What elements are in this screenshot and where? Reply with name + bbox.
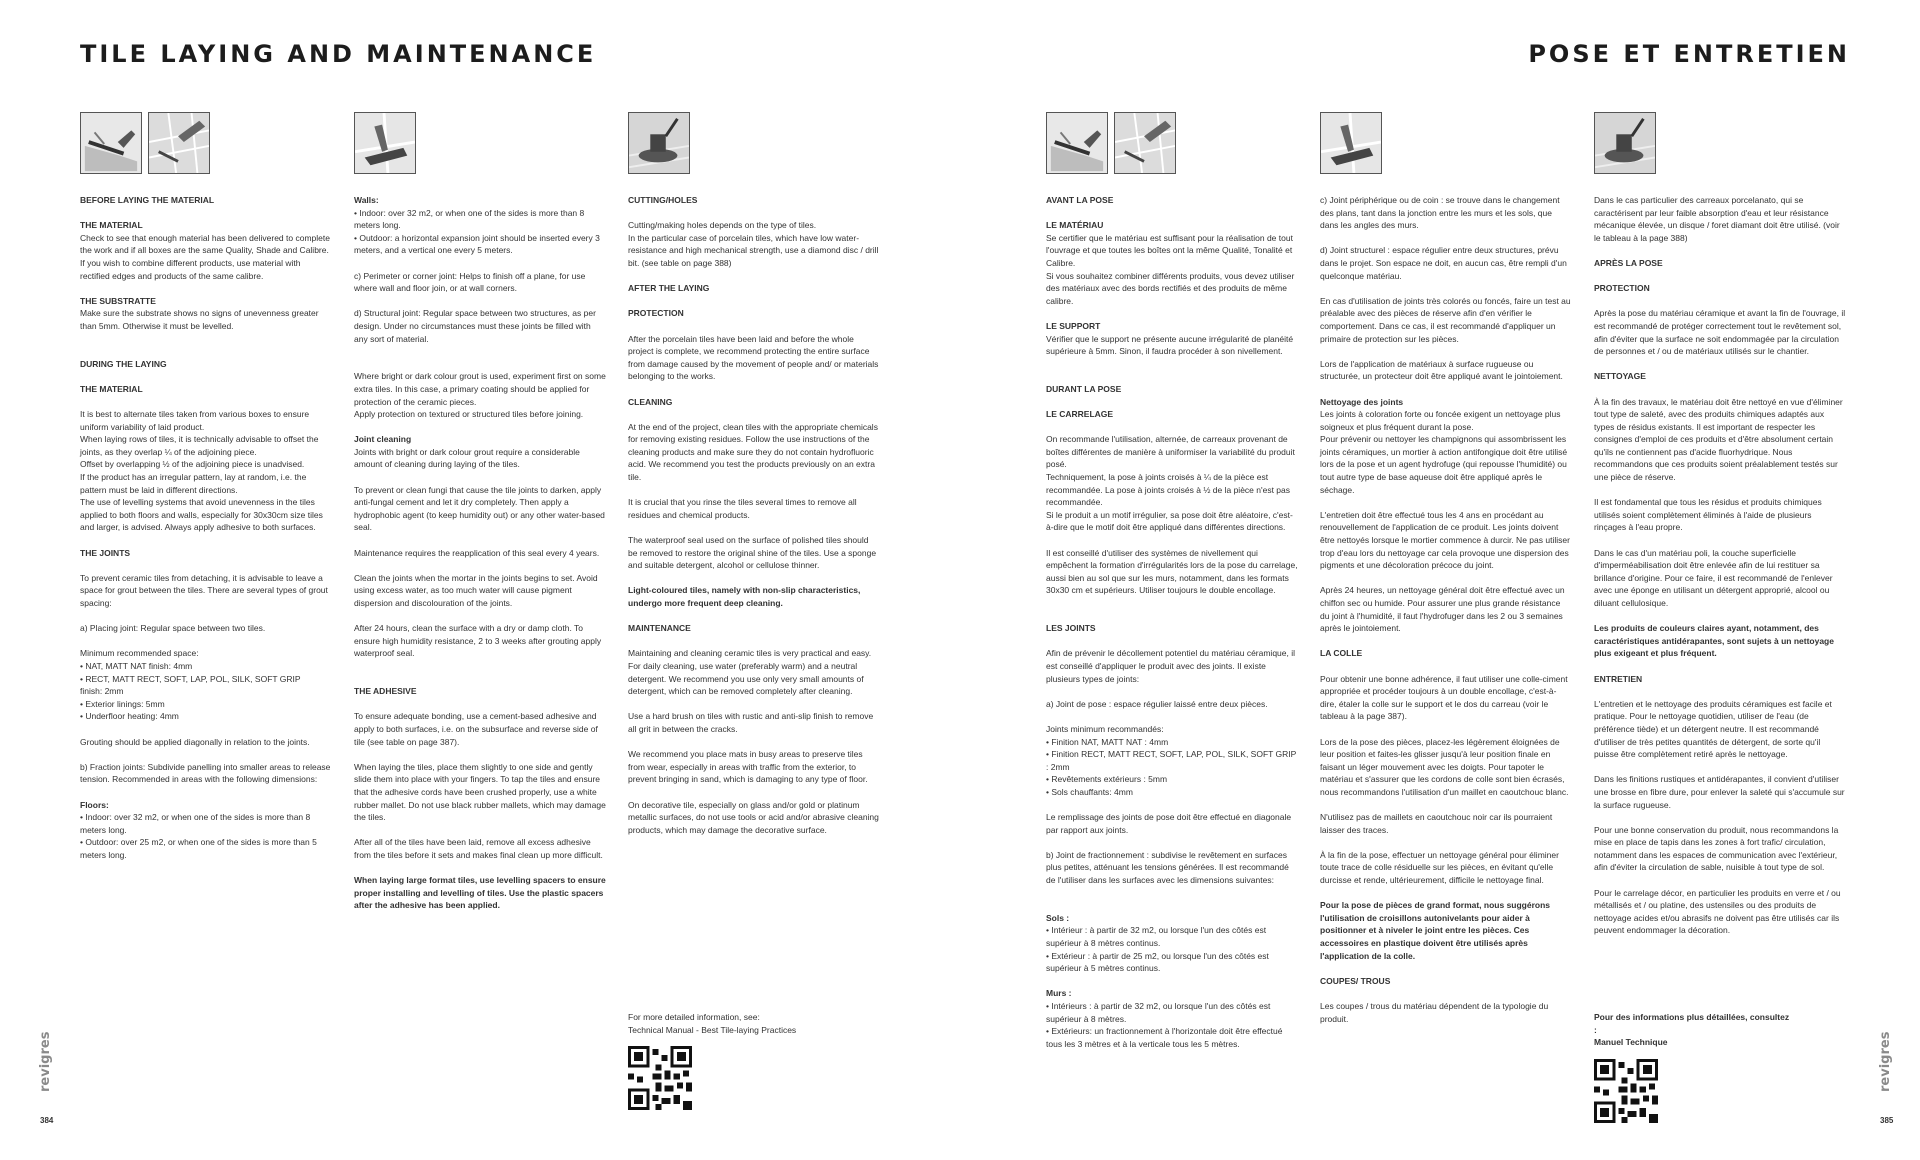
section-heading: THE ADHESIVE <box>354 686 417 697</box>
paragraph: Il est fondamental que tous les résidus et produits chimiques utilisés soient complètement éliminés à l'aide de plusieurs rinçages à l'eau propre. <box>1594 497 1822 533</box>
icon-row <box>1320 112 1572 174</box>
left-column-3 <box>628 112 880 849</box>
paragraph: Se certifier que le matériau est suffisant pour la réalisation de tout l'ouvrage et que toutes les boîtes ont la même Qualité, Tonalité et Calibre. Si vous souhaitez combiner différents produits, vous devez utiliser des matériaux avec des bords rectifiés et des produits de même calibre. <box>1046 232 1295 306</box>
icon-row <box>354 112 606 174</box>
paragraph: Check to see that enough material has been delivered to complete the work and if all boxes are the same Quality, Shade and Calibre. If you wish to combine different products, use material with rectified edges and products of the same calibre. <box>80 232 330 281</box>
paragraph: Les coupes / trous du matériau dépendent de la typologie du produit. <box>1320 1001 1549 1024</box>
paragraph: It is best to alternate tiles taken from various boxes to ensure uniform variability of laid product. When laying rows of tiles, it is technically advisable to offset the joints, as they overlap ¼ of the adjoining piece. Offset by overlapping ½ of the adjoining piece is unadvised. If the product has an irregular pattern, lay at random, i.e. the pattern must be laid in different directions. The use of levelling systems that avoid unevenness in the tiles applied to both floors and walls, especially for 30x30cm size tiles and larger, is advised. Always apply adhesive to both surfaces. <box>80 409 323 533</box>
paragraph: Clean the joints when the mortar in the joints begins to set. Avoid using excess water, as too much water will cause pigment dispersion and discolouration of the joints. <box>354 572 598 608</box>
icon-row <box>628 112 880 174</box>
brand-logo: revigres <box>1878 1031 1893 1092</box>
section-heading: PROTECTION <box>628 308 684 319</box>
paragraph: b) Fraction joints: Subdivide panelling into smaller areas to release tension. Recommended in areas with the following dimensions: <box>80 761 331 785</box>
section-heading: CLEANING <box>628 396 673 407</box>
section-heading: THE JOINTS <box>80 547 131 558</box>
section-heading: THE SUBSTRATTE <box>80 295 156 306</box>
paragraph: Pour la pose de pièces de grand format, nous suggérons l'utilisation de croisillons autonivelants pour aider à positionner et à niveler le joint entre les pièces. Ces accessoires en plastique doivent être utilisés après l'application de la colle. <box>1320 900 1551 961</box>
paragraph: c) Perimeter or corner joint: Helps to finish off a plane, for use where wall and floor join, or at wall corners. <box>354 270 586 294</box>
page-title-left: TILE LAYING AND MAINTENANCE <box>80 40 597 68</box>
paragraph: Le remplissage des joints de pose doit être effectué en diagonale par rapport aux joints. <box>1046 812 1292 835</box>
page-number: 384 <box>40 1116 54 1125</box>
paragraph: Dans le cas particulier des carreaux porcelanato, qui se caractérisent par leur faible absorption d'eau et leur résistance mécanique élevée, un disque / foret diamant doit être utilisé. (voir le tableau à la page 388) <box>1594 195 1840 243</box>
paragraph: Pour obtenir une bonne adhérence, il faut utiliser une colle-ciment appropriée et procéder toujours à un double encollage, c'est-à-dire, étaler la colle sur le support et le dos du carreau (voir le tableau à la page 387). <box>1320 673 1568 722</box>
paragraph: Lors de la pose des pièces, placez-les légèrement éloignées de leur position et faites-les glisser jusqu'à leur position finale en faisant un léger mouvement avec les doigts. Pour tapoter le matériau et s'assurer que les cordons de colle sont bien écrasés, nous recommandons l'utilisation d'un maillet en caoutchouc blanc. <box>1320 736 1569 797</box>
more-info-block <box>628 1011 828 1110</box>
paragraph: Light-coloured tiles, namely with non-slip characteristics, undergo more frequent deep cleaning. <box>628 585 861 608</box>
section-heading: LE SUPPORT <box>1046 320 1101 331</box>
section-heading: APRÈS LA POSE <box>1594 257 1663 268</box>
trowel-spreading-adhesive-icon <box>1046 112 1108 174</box>
paragraph: Après 24 heures, un nettoyage général doit être effectué avec un chiffon sec ou humide. Pour assurer une plus grande résistance du joint à l'humidité, il faut l'hydrofuger dans les 2 ou 3 semaines après le jointoiement. <box>1320 585 1565 634</box>
paragraph: Vérifier que le support ne présente aucune irrégularité de planéité supérieure à 5mm. Sinon, il faudra procéder à son nivellement. <box>1046 333 1294 357</box>
trowel-spreading-adhesive-icon <box>80 112 142 174</box>
paragraph: Maintenance requires the reapplication of this seal every 4 years. <box>354 547 600 558</box>
floor-cleaning-machine-icon <box>1594 112 1656 174</box>
paragraph: The waterproof seal used on the surface of polished tiles should be removed to restore the original shine of the tiles. Use a sponge and suitable detergent, alcohol or cellulose thinner. <box>628 535 877 571</box>
paragraph: En cas d'utilisation de joints très colorés ou foncés, faire un test au préalable avec des pièces de réserve afin d'en vérifier le comportement. Dans ce cas, il est recommandé d'appliquer un primaire de protection sur les pièces. <box>1320 295 1571 344</box>
page-number: 385 <box>1880 1116 1894 1125</box>
section-heading: Sols : <box>1046 912 1070 923</box>
left-column-2 <box>354 112 606 924</box>
paragraph: Dans les finitions rustiques et antidérapantes, il convient d'utiliser une brosse en fibre dure, pour enlever la saleté qui s'accumule sur la surface rugueuse. <box>1594 774 1845 810</box>
paragraph: Minimum recommended space: • NAT, MATT NAT finish: 4mm • RECT, MATT RECT, SOFT, LAP, POL, SILK, SOFT GRIP finish: 2mm • Exterior linings: 5mm • Underfloor heating: 4mm <box>80 648 301 722</box>
paragraph: c) Joint périphérique ou de coin : se trouve dans le changement des plans, tant dans la jonction entre les murs et les sols, que dans les angles des murs. <box>1320 195 1560 231</box>
paragraph: Where bright or dark colour grout is used, experiment first on some extra tiles. In this case, a primary coating should be applied for protection of the ceramic pieces. Apply protection on textured or structured tiles before joining. <box>354 371 606 420</box>
paragraph: L'entretien doit être effectué tous les 4 ans en procédant au renouvellement de l'application de ce produit. Les joints doivent être nettoyés lorsque le mortier commence à durcir. Ne pas utiliser trop d'eau lors du nettoyage car cela provoque une dispersion des pigments et une décoloration précoce du joint. <box>1320 509 1570 571</box>
section-heading: BEFORE LAYING THE MATERIAL <box>80 195 215 205</box>
paragraph: We recommend you place mats in busy areas to preserve tiles from wear, especially in areas with traffic from the exterior, to prevent bringing in sand, which is damaging to any type of floor. <box>628 749 868 785</box>
paragraph: To prevent ceramic tiles from detaching, it is advisable to leave a space for grout between the tiles. There are several types of grout spacing: <box>80 572 328 608</box>
paragraph: d) Joint structurel : espace régulier entre deux structures, prévu dans le projet. Son espace ne doit, en aucun cas, être rempli d'un quelconque matériau. <box>1320 245 1567 281</box>
section-heading: Walls: <box>354 195 379 205</box>
section-heading: CUTTING/HOLES <box>628 195 698 205</box>
paragraph: Use a hard brush on tiles with rustic and anti-slip finish to remove all grit in between the cracks. <box>628 711 874 734</box>
paragraph: Les joints à coloration forte ou foncée exigent un nettoyage plus soigneux et plus fréquent durant la pose. Pour prévenir ou nettoyer les champignons qui assombrissent les joints céramiques, un mortier à action antifongique doit être utilisé lors de la pose et un agent hydrofuge (qui repousse l'humidité) ou tout autre type de base aqueuse doit être appliqué après le séchage. <box>1320 409 1568 495</box>
section-heading: DURANT LA POSE <box>1046 383 1122 394</box>
paragraph: Pour une bonne conservation du produit, nous recommandons la mise en place de tapis dans les zones à fort trafic/ circulation, notamment dans les espaces de communication avec l'extérieur, afin d'éviter la circulation de sable, nuisible à tout type de sol. <box>1594 824 1839 873</box>
qr-code-icon[interactable] <box>628 1046 692 1110</box>
more-info-label: For more detailed information, see: <box>628 1012 760 1022</box>
more-info-block <box>1594 1011 1794 1123</box>
paragraph: Joints with bright or dark colour grout require a considerable amount of cleaning during laying of the tiles. <box>354 446 580 470</box>
paragraph: After the porcelain tiles have been laid and before the whole project is complete, we recommend protecting the entire surface from damage caused by the movement of people and/ or materials belonging to the works. <box>628 333 879 382</box>
icon-row <box>80 112 332 174</box>
section-heading: LA COLLE <box>1320 648 1363 659</box>
section-heading: AVANT LA POSE <box>1046 195 1114 205</box>
paragraph: After 24 hours, clean the surface with a dry or damp cloth. To ensure high humidity resistance, 2 to 3 weeks after grouting apply waterproof seal. <box>354 623 602 659</box>
paragraph: • Intérieurs : à partir de 32 m2, ou lorsque l'un des côtés est supérieur à 8 mètres. • Extérieurs: un fractionnement à l'horizontale doit être effectué tous les 3 mètres et à la verticale tous les 5 mètres. <box>1046 1001 1283 1049</box>
paragraph: Afin de prévenir le décollement potentiel du matériau céramique, il est conseillé d'appliquer le produit avec des joints. Il existe plusieurs types de joints: <box>1046 648 1295 684</box>
section-heading: AFTER THE LAYING <box>628 283 710 294</box>
paragraph: At the end of the project, clean tiles with the appropriate chemicals for removing existing residues. Follow the use instructions of the cleaning products and make sure they do not contain hydrofluoric acid. We recommend you test the products previously on an extra tile. <box>628 421 878 483</box>
right-column-3 <box>1594 112 1846 950</box>
paragraph: À la fin des travaux, le matériau doit être nettoyé en vue d'éliminer tout type de saleté, avec des produits chimiques adaptés aux types de résidus existants. Il est important de respecter les consignes d'emploi de ces produits et d'être absolument certain qu'ils ne contiennent pas d'acide fluorhydrique. Nous recommandons que ces produits soient préalablement testés sur une pièce de réserve. <box>1594 396 1843 483</box>
paragraph: Joints minimum recommandés: • Finition NAT, MATT NAT : 4mm • Finition RECT, MATT RECT, SOFT, LAP, POL, SILK, SOFT GRIP : 2mm • Revêtements extérieurs : 5mm • Sols chauffants: 4mm <box>1046 723 1297 797</box>
section-heading: Murs : <box>1046 988 1072 999</box>
more-info-label: Pour des informations plus détaillées, consultez : <box>1594 1012 1790 1035</box>
paragraph: À la fin de la pose, effectuer un nettoyage général pour éliminer toute trace de colle résiduelle sur les pièces, en évitant qu'elle durcisse et rende, ultérieurement, difficile le nettoyage final. <box>1320 849 1559 886</box>
tiles-laying-icon <box>148 112 210 174</box>
paragraph: To prevent or clean fungi that cause the tile joints to darken, apply anti-fungal cement and let it dry completely. Then apply a hydrophobic agent (to keep humidity out) or any other water-based seal. <box>354 484 605 533</box>
more-info-link[interactable]: Technical Manual - Best Tile-laying Practices <box>628 1024 797 1035</box>
paragraph: N'utilisez pas de maillets en caoutchouc noir car ils pourraient laisser des traces. <box>1320 812 1553 835</box>
paragraph: Il est conseillé d'utiliser des systèmes de nivellement qui empêchent la formation d'irrégularités lors de la pose du carrelage, aussi bien au sol que sur les murs, notamment, dans les formats 30x30 cm et supérieurs. Utiliser toujours le double encollage. <box>1046 547 1298 596</box>
section-heading: ENTRETIEN <box>1594 673 1643 684</box>
paragraph: • Indoor: over 32 m2, or when one of the sides is more than 8 meters long. • Outdoor: a horizontal expansion joint should be inserted every 3 meters, and a vertical one every 5 meters. <box>354 207 600 256</box>
paragraph: Pour le carrelage décor, en particulier les produits en verre et / ou métallisés et / ou platine, des ustensiles ou des produits de nettoyage acides et/ou abrasifs ne doivent pas être utilisés car ils peuvent endommager la décoration. <box>1594 887 1841 936</box>
section-heading: Joint cleaning <box>354 434 412 445</box>
paragraph: When laying large format tiles, use levelling spacers to ensure proper installing and levelling of tiles. Use the plastic spacers after the adhesive has been applied. <box>354 875 606 911</box>
section-heading: PROTECTION <box>1594 283 1650 294</box>
paragraph: Après la pose du matériau céramique et avant la fin de l'ouvrage, il est recommandé de protéger correctement tout le revêtement sol, afin d'éviter que la surface ne soit endommagée par la circulation de personnes et / ou de matériaux utilisés sur le chantier. <box>1594 308 1846 357</box>
qr-code-icon[interactable] <box>1594 1059 1658 1123</box>
section-heading: LE CARRELAGE <box>1046 409 1114 420</box>
page-title-right: POSE ET ENTRETIEN <box>1528 40 1850 68</box>
brand-logo: revigres <box>38 1031 53 1092</box>
right-column-2 <box>1320 112 1572 1025</box>
grout-float-icon <box>354 112 416 174</box>
right-column-1 <box>1046 112 1298 1050</box>
paragraph: a) Placing joint: Regular space between two tiles. <box>80 623 266 634</box>
paragraph: On decorative tile, especially on glass and/or gold or platinum metallic surfaces, do not use tools or acid and/or abrasive cleaning products, which may damage the decorative surface. <box>628 799 879 835</box>
section-heading: THE MATERIAL <box>80 220 143 231</box>
paragraph: a) Joint de pose : espace régulier laissé entre deux pièces. <box>1046 698 1268 709</box>
paragraph: d) Structural joint: Regular space between two structures, as per design. Under no circumstances must these joints be filled with any sort of material. <box>354 308 596 344</box>
floor-cleaning-machine-icon <box>628 112 690 174</box>
section-heading: DURING THE LAYING <box>80 358 167 369</box>
paragraph: On recommande l'utilisation, alternée, de carreaux provenant de boîtes différentes de manière à uniformiser la variabilité du produit posé. Techniquement, la pose à joints croisés à ¼ de la pièce est recommandée. La pose à joints croisés à ½ de la pièce n'est pas recommandée. Si le produit a un motif irrégulier, sa pose doit être aléatoire, c'est-à-dire que le motif doit être appliqué dans différentes directions. <box>1046 434 1295 533</box>
paragraph: • Intérieur : à partir de 32 m2, ou lorsque l'un des côtés est supérieur à 8 mètres continus. • Extérieur : à partir de 25 m2, ou lorsque l'un des côtés est supérieur à 5 mètres continus. <box>1046 925 1269 974</box>
icon-row <box>1594 112 1846 174</box>
section-heading: Nettoyage des joints <box>1320 396 1404 407</box>
paragraph: Make sure the substrate shows no signs of unevenness greater than 5mm. Otherwise it must be levelled. <box>80 308 319 331</box>
paragraph: Les produits de couleurs claires ayant, notamment, des caractéristiques antidérapantes, sont sujets à un nettoyage plus exigeant et plus fréquent. <box>1594 623 1834 659</box>
paragraph: L'entretien et le nettoyage des produits céramiques est facile et pratique. Pour le nettoyage quotidien, utiliser de l'eau (de préférence tiède) et un détergent neutre. Il est recommandé d'utiliser de très petites quantités de détergent, de sorte qu'il puisse être complètement retiré après le nettoyage. <box>1594 698 1832 760</box>
paragraph: b) Joint de fractionnement : subdivise le revêtement en surfaces plus petites, atténuant les tensions générées. Il est recommandé de l'utiliser dans les surfaces avec les dimensions suivantes: <box>1046 849 1289 886</box>
paragraph: After all of the tiles have been laid, remove all excess adhesive from the tiles before it sets and makes final clean up more difficult. <box>354 837 603 860</box>
paragraph: Lors de l'application de matériaux à surface rugueuse ou structurée, un protecteur doit être appliqué avant le jointoiement. <box>1320 358 1563 382</box>
paragraph: Dans le cas d'un matériau poli, la couche superficielle d'imperméabilisation doit être enlevée afin de lui restituer sa brillance d'origine. Pour ce faire, il est recommandé de l'enlever avec une éponge en utilisant un détergent approprié, alcool ou diluant cellulosique. <box>1594 547 1833 608</box>
paragraph: Maintaining and cleaning ceramic tiles is very practical and easy. For daily cleaning, use water (preferably warm) and a neutral detergent. We recommend you use only very small amounts of detergent, which can be removed completely after cleaning. <box>628 648 872 697</box>
more-info-link[interactable]: Manuel Technique <box>1594 1037 1668 1048</box>
section-heading: LES JOINTS <box>1046 623 1096 634</box>
section-heading: LE MATÉRIAU <box>1046 220 1104 231</box>
section-heading: NETTOYAGE <box>1594 371 1646 382</box>
left-column-1 <box>80 112 332 874</box>
grout-float-icon <box>1320 112 1382 174</box>
tiles-laying-icon <box>1114 112 1176 174</box>
section-heading: COUPES/ TROUS <box>1320 975 1391 986</box>
section-heading: MAINTENANCE <box>628 623 691 634</box>
paragraph: When laying the tiles, place them slightly to one side and gently slide them into place with your fingers. To tap the tiles and ensure that the adhesive cords have been crushed properly, use a white rubber mallet. Do not use black rubber mallets, which may damage the tiles. <box>354 761 606 823</box>
icon-row <box>1046 112 1298 174</box>
section-heading: Floors: <box>80 799 109 810</box>
paragraph: • Indoor: over 32 m2, or when one of the sides is more than 8 meters long. • Outdoor: over 25 m2, or when one of the sides is more than 5 meters long. <box>80 812 317 860</box>
section-heading: THE MATERIAL <box>80 383 143 394</box>
paragraph: Grouting should be applied diagonally in relation to the joints. <box>80 736 310 747</box>
paragraph: To ensure adequate bonding, use a cement-based adhesive and apply to both surfaces, i.e. on the subsurface and reverse side of tile (see table on page 387). <box>354 711 598 747</box>
paragraph: It is crucial that you rinse the tiles several times to remove all residues and chemical products. <box>628 497 857 520</box>
paragraph: Cutting/making holes depends on the type of tiles. In the particular case of porcelain tiles, which have low water-resistance and high mechanical strength, use a diamond disc / drill bit. (see table on page 388) <box>628 220 879 268</box>
